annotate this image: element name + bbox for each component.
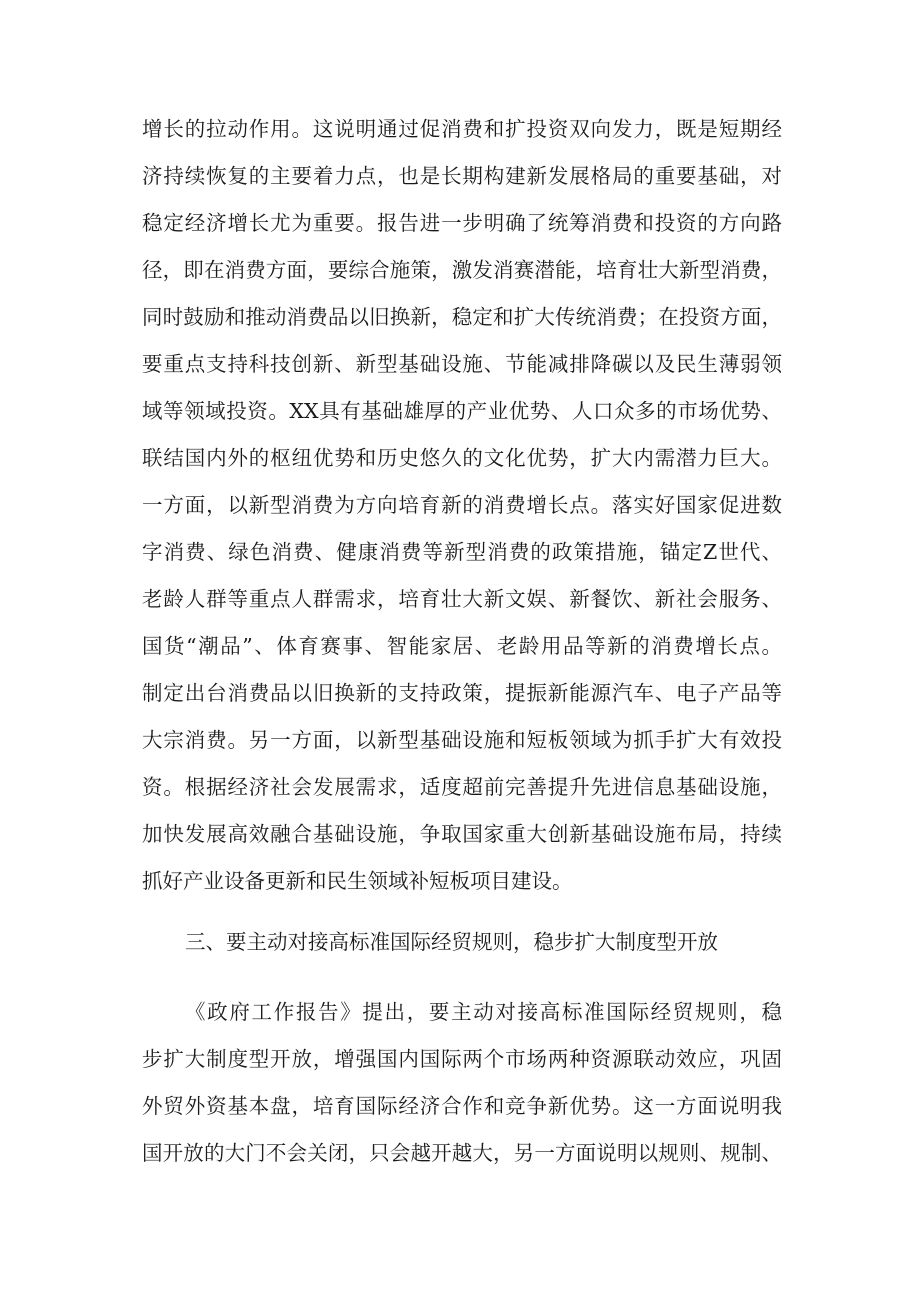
text-line: 步扩大制度型开放，增强国内国际两个市场两种资源联动效应，巩固 bbox=[142, 1047, 782, 1071]
text-line: 字消费、绿色消费、健康消费等新型消费的政策措施，锚定Z世代、 bbox=[142, 540, 782, 564]
text-line: 增长的拉动作用。这说明通过促消费和扩投资双向发力，既是短期经 bbox=[142, 117, 782, 141]
section-heading: 三、要主动对接高标准国际经贸规则，稳步扩大制度型开放 bbox=[185, 930, 718, 954]
text-line: 《政府工作报告》提出，要主动对接高标准国际经贸规则，稳 bbox=[185, 1000, 782, 1024]
text-line: 一方面，以新型消费为方向培育新的消费增长点。落实好国家促进数 bbox=[142, 493, 782, 517]
text-line: 国开放的大门不会关闭，只会越开越大，另一方面说明以规则、规制、 bbox=[142, 1141, 782, 1165]
text-line: 域等领域投资。XX具有基础雄厚的产业优势、人口众多的市场优势、 bbox=[142, 399, 782, 423]
text-line: 制定出台消费品以旧换新的支持政策，提振新能源汽车、电子产品等 bbox=[142, 681, 782, 705]
text-line: 联结国内外的枢纽优势和历史悠久的文化优势，扩大内需潜力巨大。 bbox=[142, 446, 782, 470]
text-line: 要重点支持科技创新、新型基础设施、节能减排降碳以及民生薄弱领 bbox=[142, 352, 782, 376]
text-line: 国货“潮品”、体育赛事、智能家居、老龄用品等新的消费增长点。 bbox=[142, 634, 782, 658]
text-line: 资。根据经济社会发展需求，适度超前完善提升先进信息基础设施， bbox=[142, 775, 782, 799]
text-line: 老龄人群等重点人群需求，培育壮大新文娱、新餐饮、新社会服务、 bbox=[142, 587, 782, 611]
text-line: 外贸外资基本盘，培育国际经济合作和竞争新优势。这一方面说明我 bbox=[142, 1094, 782, 1118]
text-line: 同时鼓励和推动消费品以旧换新，稳定和扩大传统消费；在投资方面， bbox=[142, 305, 782, 329]
text-line: 济持续恢复的主要着力点，也是长期构建新发展格局的重要基础，对 bbox=[142, 164, 782, 188]
text-line: 径，即在消费方面，要综合施策，激发消赛潜能，培育壮大新型消费， bbox=[142, 258, 782, 282]
text-line: 大宗消费。另一方面，以新型基础设施和短板领域为抓手扩大有效投 bbox=[142, 728, 782, 752]
text-line: 稳定经济增长尤为重要。报告进一步明确了统筹消费和投资的方向路 bbox=[142, 211, 782, 235]
text-line: 抓好产业设备更新和民生领域补短板项目建设。 bbox=[142, 869, 573, 893]
text-line: 加快发展高效融合基础设施，争取国家重大创新基础设施布局，持续 bbox=[142, 822, 782, 846]
